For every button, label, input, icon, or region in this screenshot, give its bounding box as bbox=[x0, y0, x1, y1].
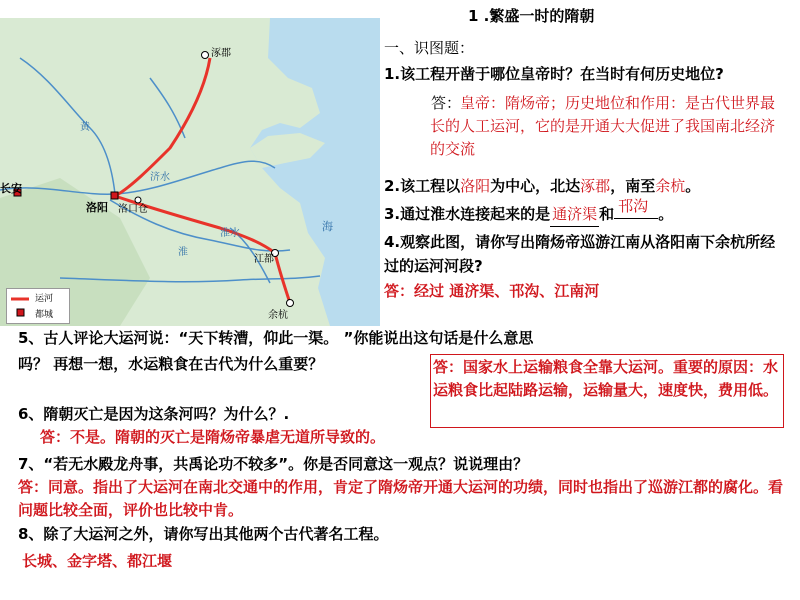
grand-canal-map bbox=[0, 18, 380, 326]
city-label-luokoucang: 洛口仓 bbox=[118, 204, 148, 215]
q2-answer-zhuojun: 涿郡 bbox=[580, 177, 611, 195]
q2-answer-luoyang: 洛阳 bbox=[460, 177, 491, 195]
river-label-huaishui: 淮水 bbox=[220, 228, 240, 239]
question-5-line-1: 5、古人评论大运河说：“天下转漕，仰此一渠。 ”你能说出这句话是什么意思 bbox=[18, 329, 534, 347]
city-label-jiangdu: 江都 bbox=[254, 254, 274, 265]
question-6: 6、隋朝灭亡是因为这条河吗？为什么？. bbox=[18, 405, 290, 423]
q2-end: 。 bbox=[685, 177, 701, 195]
q3-answer-tongjiqu: 通济渠 bbox=[550, 202, 599, 227]
q3-end: 。 bbox=[658, 205, 674, 223]
section-title: 1 .繁盛一时的隋朝 bbox=[468, 7, 595, 25]
q2-answer-yuhang: 余杭 bbox=[655, 177, 686, 195]
q3-text-1: 3.通过淮水连接起来的是 bbox=[384, 205, 551, 223]
answer-5: 答：国家水上运输粮食全靠大运河。重要的原因：水运粮食比起陆路运输，运输量大，速度快，费用低。 bbox=[433, 358, 779, 399]
q2-text-3: ，南至 bbox=[610, 177, 656, 195]
city-label-yuhang: 余杭 bbox=[268, 310, 288, 321]
city-label-changan: 长安 bbox=[0, 182, 22, 195]
legend-symbols bbox=[9, 289, 33, 323]
map-graphic bbox=[0, 18, 380, 326]
map-legend bbox=[6, 288, 70, 324]
q2-text-2: 为中心，北达 bbox=[490, 177, 581, 195]
q3-text-2: 和 bbox=[599, 205, 615, 223]
river-label-yellow: 黄 bbox=[80, 122, 90, 133]
answer-4: 答：经过 通济渠、邗沟、江南河 bbox=[384, 282, 600, 300]
answer-6: 答：不是。隋朝的灭亡是隋炀帝暴虐无道所导致的。 bbox=[40, 428, 386, 446]
city-label-zhuojun: 涿郡 bbox=[211, 48, 231, 59]
answer-1: 皇帝：隋炀帝；历史地位和作用：是古代世界最长的人工运河，它的是开通大大促进了我国南北经济的交流 bbox=[430, 94, 776, 158]
legend-canal: 运河 bbox=[35, 294, 54, 304]
legend-capital: 都城 bbox=[35, 310, 54, 320]
question-5-line-2: 吗？ 再想一想，水运粮食在古代为什么重要？ bbox=[18, 355, 324, 373]
question-4: 4.观察此图，请你写出隋炀帝巡游江南从洛阳南下余杭所经过的运河河段? bbox=[384, 233, 776, 275]
city-label-luoyang: 洛阳 bbox=[86, 201, 108, 214]
river-label-jishui: 济水 bbox=[150, 172, 170, 183]
question-8: 8、除了大运河之外，请你写出其他两个古代著名工程。 bbox=[18, 525, 389, 543]
sea-label: 海 bbox=[322, 220, 333, 233]
answer-7: 答：同意。指出了大运河在南北交通中的作用，肯定了隋炀帝开通大运河的功绩，同时也指出了巡游江都的腐化。看问题比较全面，评价也比较中肯。 bbox=[18, 478, 784, 519]
question-7: 7、“若无水殿龙舟事，共禹论功不较多”。你是否同意这一观点？说说理由？ bbox=[18, 455, 529, 473]
q2-text-1: 2.该工程以 bbox=[384, 177, 461, 195]
subtitle: 一、识图题： bbox=[384, 39, 475, 57]
q3-answer-hangou: 邗沟 bbox=[614, 194, 658, 219]
question-1: 1.该工程开凿于哪位皇帝时？在当时有何历史地位? bbox=[384, 65, 724, 83]
answer-5-box bbox=[430, 354, 784, 428]
question-3 bbox=[384, 197, 674, 227]
answer-8: 长城、金字塔、都江堰 bbox=[22, 552, 173, 570]
river-label-huai: 淮 bbox=[178, 247, 188, 258]
answer-1-prefix: 答： bbox=[431, 94, 462, 112]
